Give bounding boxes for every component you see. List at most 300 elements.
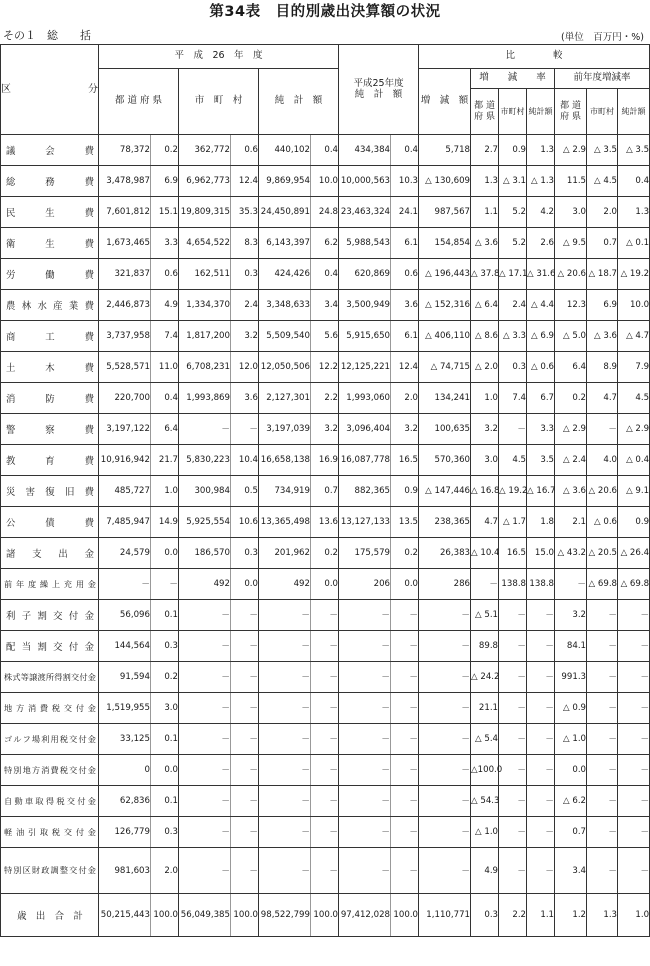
cell-rp: △ 1.0	[471, 817, 499, 848]
cell-d: 987,567	[419, 197, 471, 228]
cell-yn: 0.9	[618, 507, 650, 538]
cell-mv: －	[179, 786, 231, 817]
cell-ns: －	[311, 631, 339, 662]
cell-pv: 3,737,958	[99, 321, 151, 352]
cell-rp: 2.7	[471, 135, 499, 166]
cell-pv: 126,779	[99, 817, 151, 848]
cell-nv: －	[259, 631, 311, 662]
cell-rm: 138.8	[499, 569, 527, 600]
row-label: 衛 生 費	[1, 228, 99, 259]
cell-mv: 5,925,554	[179, 507, 231, 538]
cell-ov: 13,127,133	[339, 507, 391, 538]
cell-rm: 2.2	[499, 894, 527, 937]
cell-rm: △ 3.1	[499, 166, 527, 197]
cell-yn: 10.0	[618, 290, 650, 321]
row-label: 労 働 費	[1, 259, 99, 290]
cell-ps: 7.4	[151, 321, 179, 352]
table-body	[1, 135, 650, 937]
cell-rn: △ 4.4	[527, 290, 555, 321]
cell-ov: 175,579	[339, 538, 391, 569]
table-header	[1, 45, 650, 135]
cell-ns: 0.2	[311, 538, 339, 569]
cell-pv: 321,837	[99, 259, 151, 290]
table-row	[1, 724, 650, 755]
cell-rn: 1.1	[527, 894, 555, 937]
cell-pv: 3,197,122	[99, 414, 151, 445]
cell-yn: －	[618, 755, 650, 786]
cell-pv: 981,603	[99, 848, 151, 894]
cell-mv: 4,654,522	[179, 228, 231, 259]
cell-ym: －	[587, 848, 618, 894]
cell-rp: 1.1	[471, 197, 499, 228]
cell-yn: 0.4	[618, 166, 650, 197]
cell-ns: －	[311, 848, 339, 894]
cell-nv: －	[259, 724, 311, 755]
cell-rn: －	[527, 693, 555, 724]
cell-ps: 0.0	[151, 538, 179, 569]
cell-d: 26,383	[419, 538, 471, 569]
row-label: 諸 支 出 金	[1, 538, 99, 569]
cell-ps: 0.2	[151, 135, 179, 166]
cell-ps: 0.3	[151, 817, 179, 848]
cell-rm: －	[499, 755, 527, 786]
cell-rm: △ 19.2	[499, 476, 527, 507]
table-row	[1, 352, 650, 383]
cell-ps: 0.2	[151, 662, 179, 693]
cell-yn: －	[618, 600, 650, 631]
cell-os: 0.0	[391, 569, 419, 600]
table-row	[1, 817, 650, 848]
cell-yp: 11.5	[555, 166, 587, 197]
cell-ns: 2.2	[311, 383, 339, 414]
cell-mv: 56,049,385	[179, 894, 231, 937]
cell-rm: －	[499, 724, 527, 755]
cell-rp: 4.9	[471, 848, 499, 894]
cell-yp: 0.0	[555, 755, 587, 786]
table-row	[1, 631, 650, 662]
cell-ps: 0.1	[151, 786, 179, 817]
cell-ym: △ 4.5	[587, 166, 618, 197]
cell-yp: △ 2.9	[555, 414, 587, 445]
cell-yn: △ 19.2	[618, 259, 650, 290]
cell-yn: －	[618, 693, 650, 724]
cell-ms: 2.4	[231, 290, 259, 321]
cell-rm: －	[499, 600, 527, 631]
cell-ps: 0.1	[151, 724, 179, 755]
cell-ns: －	[311, 786, 339, 817]
cell-ns: 100.0	[311, 894, 339, 937]
cell-ov: 620,869	[339, 259, 391, 290]
cell-rm: 4.5	[499, 445, 527, 476]
cell-nv: 201,962	[259, 538, 311, 569]
row-label: 公 債 費	[1, 507, 99, 538]
row-label: 配当割交付金	[1, 631, 99, 662]
cell-rn: △ 16.7	[527, 476, 555, 507]
table-row	[1, 476, 650, 507]
header-pref: 都 道 府 県	[99, 69, 179, 135]
cell-rn: 3.5	[527, 445, 555, 476]
header-net: 純 計 額	[259, 69, 339, 135]
cell-yp: △ 43.2	[555, 538, 587, 569]
cell-ns: 6.2	[311, 228, 339, 259]
cell-rm: －	[499, 817, 527, 848]
header-fy25-line1: 平成25年度	[353, 77, 404, 89]
cell-ov: －	[339, 786, 391, 817]
cell-yn: △ 26.4	[618, 538, 650, 569]
cell-rn: △ 6.9	[527, 321, 555, 352]
cell-yn: －	[618, 817, 650, 848]
cell-nv: 24,450,891	[259, 197, 311, 228]
cell-rn: －	[527, 848, 555, 894]
cell-ms: －	[231, 817, 259, 848]
cell-os: 0.2	[391, 538, 419, 569]
cell-nv: 5,509,540	[259, 321, 311, 352]
cell-ym: －	[587, 414, 618, 445]
cell-rm: △ 1.7	[499, 507, 527, 538]
cell-yp: 991.3	[555, 662, 587, 693]
cell-os: 0.6	[391, 259, 419, 290]
cell-d: △ 406,110	[419, 321, 471, 352]
table-row	[1, 755, 650, 786]
table-row	[1, 848, 650, 894]
cell-ms: －	[231, 693, 259, 724]
cell-rp: 4.7	[471, 507, 499, 538]
cell-yn: －	[618, 662, 650, 693]
cell-yn: △ 9.1	[618, 476, 650, 507]
table-row	[1, 507, 650, 538]
cell-rm: 0.9	[499, 135, 527, 166]
cell-nv: 492	[259, 569, 311, 600]
cell-pv: 78,372	[99, 135, 151, 166]
cell-ov: 10,000,563	[339, 166, 391, 197]
cell-mv: 492	[179, 569, 231, 600]
cell-ym: △ 20.6	[587, 476, 618, 507]
cell-os: －	[391, 662, 419, 693]
cell-rm: 7.4	[499, 383, 527, 414]
cell-ov: 3,500,949	[339, 290, 391, 321]
cell-ov: －	[339, 848, 391, 894]
cell-d: －	[419, 631, 471, 662]
cell-ms: 12.0	[231, 352, 259, 383]
cell-os: －	[391, 817, 419, 848]
cell-ov: －	[339, 600, 391, 631]
header-muni: 市 町 村	[179, 69, 259, 135]
cell-ps: 11.0	[151, 352, 179, 383]
cell-ym: －	[587, 817, 618, 848]
cell-rm: △ 17.1	[499, 259, 527, 290]
cell-os: 12.4	[391, 352, 419, 383]
cell-os: 0.4	[391, 135, 419, 166]
cell-ns: 16.9	[311, 445, 339, 476]
table-row	[1, 600, 650, 631]
cell-yn: 4.5	[618, 383, 650, 414]
cell-ym: 4.0	[587, 445, 618, 476]
cell-ns: 12.2	[311, 352, 339, 383]
cell-yp: △ 9.5	[555, 228, 587, 259]
row-label: 地方消費税交付金	[1, 693, 99, 724]
cell-os: 16.5	[391, 445, 419, 476]
cell-ns: －	[311, 817, 339, 848]
cell-rn: 1.3	[527, 135, 555, 166]
table-row	[1, 786, 650, 817]
cell-os: 6.1	[391, 228, 419, 259]
cell-pv: 56,096	[99, 600, 151, 631]
cell-rn: －	[527, 631, 555, 662]
cell-d: 134,241	[419, 383, 471, 414]
cell-os: －	[391, 693, 419, 724]
cell-ov: 5,988,543	[339, 228, 391, 259]
cell-ov: 206	[339, 569, 391, 600]
cell-rm: 5.2	[499, 228, 527, 259]
cell-nv: 6,143,397	[259, 228, 311, 259]
cell-nv: －	[259, 817, 311, 848]
cell-ym: －	[587, 600, 618, 631]
cell-ms: －	[231, 755, 259, 786]
cell-rp: 1.3	[471, 166, 499, 197]
cell-rp: －	[471, 569, 499, 600]
cell-mv: 6,962,773	[179, 166, 231, 197]
cell-ms: －	[231, 600, 259, 631]
cell-d: △ 130,609	[419, 166, 471, 197]
cell-ps: 100.0	[151, 894, 179, 937]
cell-pv: 62,836	[99, 786, 151, 817]
table-row	[1, 383, 650, 414]
cell-ps: －	[151, 569, 179, 600]
cell-mv: －	[179, 662, 231, 693]
cell-os: －	[391, 724, 419, 755]
cell-ns: 0.7	[311, 476, 339, 507]
cell-ov: 5,915,650	[339, 321, 391, 352]
cell-rn: －	[527, 755, 555, 786]
cell-yn: △ 0.1	[618, 228, 650, 259]
cell-ym: △ 0.6	[587, 507, 618, 538]
table-row	[1, 693, 650, 724]
cell-pv: 0	[99, 755, 151, 786]
cell-ps: 0.3	[151, 631, 179, 662]
cell-nv: 424,426	[259, 259, 311, 290]
row-label: 利子割交付金	[1, 600, 99, 631]
cell-ov: 882,365	[339, 476, 391, 507]
cell-os: 3.2	[391, 414, 419, 445]
cell-mv: －	[179, 724, 231, 755]
cell-yp: 0.7	[555, 817, 587, 848]
cell-os: －	[391, 600, 419, 631]
cell-rm: －	[499, 414, 527, 445]
cell-pv: 144,564	[99, 631, 151, 662]
cell-ov: 12,125,221	[339, 352, 391, 383]
cell-pv: 5,528,571	[99, 352, 151, 383]
cell-rm: －	[499, 786, 527, 817]
cell-rn: 1.8	[527, 507, 555, 538]
cell-ns: 13.6	[311, 507, 339, 538]
cell-rn: 3.3	[527, 414, 555, 445]
cell-rp: △ 24.2	[471, 662, 499, 693]
cell-yn: 7.9	[618, 352, 650, 383]
cell-mv: －	[179, 817, 231, 848]
cell-d: △ 74,715	[419, 352, 471, 383]
row-label: 歳 出 合 計	[1, 894, 99, 937]
cell-ns: 0.4	[311, 259, 339, 290]
cell-rn: △ 31.6	[527, 259, 555, 290]
cell-ym: 6.9	[587, 290, 618, 321]
header-kubun: 区 分	[1, 45, 99, 135]
cell-ms: －	[231, 786, 259, 817]
cell-yp: △ 3.6	[555, 476, 587, 507]
cell-nv: －	[259, 848, 311, 894]
cell-ym: △ 20.5	[587, 538, 618, 569]
cell-d: －	[419, 786, 471, 817]
cell-d: △ 152,316	[419, 290, 471, 321]
cell-ms: 3.2	[231, 321, 259, 352]
cell-nv: 12,050,506	[259, 352, 311, 383]
cell-yn: △ 69.8	[618, 569, 650, 600]
header-prev-rate: 前年度増減率	[555, 69, 650, 89]
cell-yn: △ 0.4	[618, 445, 650, 476]
row-label: ゴルフ場利用税交付金	[1, 724, 99, 755]
cell-ms: －	[231, 724, 259, 755]
cell-ov: －	[339, 662, 391, 693]
cell-ps: 1.0	[151, 476, 179, 507]
cell-rn: 4.2	[527, 197, 555, 228]
cell-nv: 16,658,138	[259, 445, 311, 476]
cell-rm: 2.4	[499, 290, 527, 321]
cell-yn: －	[618, 786, 650, 817]
cell-ms: 0.3	[231, 259, 259, 290]
table-row	[1, 538, 650, 569]
cell-rp: △ 5.4	[471, 724, 499, 755]
cell-ns: 5.6	[311, 321, 339, 352]
cell-ps: 6.4	[151, 414, 179, 445]
cell-pv: 1,519,955	[99, 693, 151, 724]
cell-ms: 0.0	[231, 569, 259, 600]
cell-ns: －	[311, 693, 339, 724]
cell-nv: －	[259, 600, 311, 631]
cell-ns: 24.8	[311, 197, 339, 228]
cell-mv: －	[179, 414, 231, 445]
cell-ms: －	[231, 662, 259, 693]
cell-ov: 1,993,060	[339, 383, 391, 414]
table-row	[1, 321, 650, 352]
cell-rn: －	[527, 724, 555, 755]
cell-ms: 35.3	[231, 197, 259, 228]
cell-d: 1,110,771	[419, 894, 471, 937]
cell-rn: 6.7	[527, 383, 555, 414]
cell-rp: 21.1	[471, 693, 499, 724]
cell-mv: 1,817,200	[179, 321, 231, 352]
cell-os: －	[391, 786, 419, 817]
total-row	[1, 894, 650, 937]
cell-nv: 13,365,498	[259, 507, 311, 538]
cell-rn: －	[527, 817, 555, 848]
cell-ps: 0.0	[151, 755, 179, 786]
section-label: その１ 総 括	[3, 29, 91, 42]
cell-yp: △ 2.4	[555, 445, 587, 476]
header-rate: 増 減 率	[471, 69, 555, 89]
cell-nv: －	[259, 755, 311, 786]
cell-ms: 12.4	[231, 166, 259, 197]
cell-pv: 10,916,942	[99, 445, 151, 476]
cell-ns: －	[311, 724, 339, 755]
row-label: 商 工 費	[1, 321, 99, 352]
cell-ms: 100.0	[231, 894, 259, 937]
cell-ps: 21.7	[151, 445, 179, 476]
cell-d: △ 196,443	[419, 259, 471, 290]
cell-rm: －	[499, 662, 527, 693]
cell-ms: 3.6	[231, 383, 259, 414]
cell-rm: △ 3.3	[499, 321, 527, 352]
cell-rp: △ 10.4	[471, 538, 499, 569]
cell-rn: △ 0.6	[527, 352, 555, 383]
cell-ym: 1.3	[587, 894, 618, 937]
cell-os: 2.0	[391, 383, 419, 414]
header-fy25-line2: 純 計 額	[354, 88, 403, 100]
row-label: 軽油引取税交付金	[1, 817, 99, 848]
cell-ms: 0.6	[231, 135, 259, 166]
cell-nv: 734,919	[259, 476, 311, 507]
cell-ps: 15.1	[151, 197, 179, 228]
cell-rn: 138.8	[527, 569, 555, 600]
cell-mv: －	[179, 755, 231, 786]
cell-ym: －	[587, 662, 618, 693]
header-fy26: 平 成 26 年 度	[99, 45, 339, 69]
cell-mv: －	[179, 848, 231, 894]
cell-yp: △ 2.9	[555, 135, 587, 166]
header-diff: 増 減 額	[419, 69, 471, 135]
header-prev-net: 純計額	[618, 89, 650, 135]
cell-pv: 91,594	[99, 662, 151, 693]
cell-yp: 3.4	[555, 848, 587, 894]
unit-note: (単位 百万円・%)	[561, 32, 644, 43]
row-label: 農林水産業費	[1, 290, 99, 321]
cell-ps: 3.3	[151, 228, 179, 259]
cell-yp: 12.3	[555, 290, 587, 321]
cell-ym: －	[587, 693, 618, 724]
cell-yn: △ 3.5	[618, 135, 650, 166]
cell-ym: 8.9	[587, 352, 618, 383]
header-compare: 比 較	[419, 45, 650, 69]
cell-ms: －	[231, 848, 259, 894]
cell-ov: 3,096,404	[339, 414, 391, 445]
cell-d: －	[419, 724, 471, 755]
cell-yp: 3.2	[555, 600, 587, 631]
cell-rp: △ 37.8	[471, 259, 499, 290]
expenditure-table	[0, 44, 650, 937]
cell-yp: 6.4	[555, 352, 587, 383]
cell-ov: 16,087,778	[339, 445, 391, 476]
cell-os: －	[391, 755, 419, 786]
cell-d: 286	[419, 569, 471, 600]
table-row	[1, 166, 650, 197]
cell-rm: －	[499, 693, 527, 724]
cell-d: －	[419, 755, 471, 786]
cell-ps: 4.9	[151, 290, 179, 321]
row-label: 災害復旧費	[1, 476, 99, 507]
row-label: 議 会 費	[1, 135, 99, 166]
cell-pv: 33,125	[99, 724, 151, 755]
cell-os: －	[391, 848, 419, 894]
cell-rn: －	[527, 662, 555, 693]
cell-mv: 162,511	[179, 259, 231, 290]
cell-rn: △ 1.3	[527, 166, 555, 197]
cell-d: 154,854	[419, 228, 471, 259]
cell-d: 238,365	[419, 507, 471, 538]
cell-mv: 1,993,869	[179, 383, 231, 414]
cell-mv: －	[179, 693, 231, 724]
cell-ov: －	[339, 817, 391, 848]
cell-yp: △ 6.2	[555, 786, 587, 817]
cell-os: －	[391, 631, 419, 662]
cell-yn: △ 4.7	[618, 321, 650, 352]
